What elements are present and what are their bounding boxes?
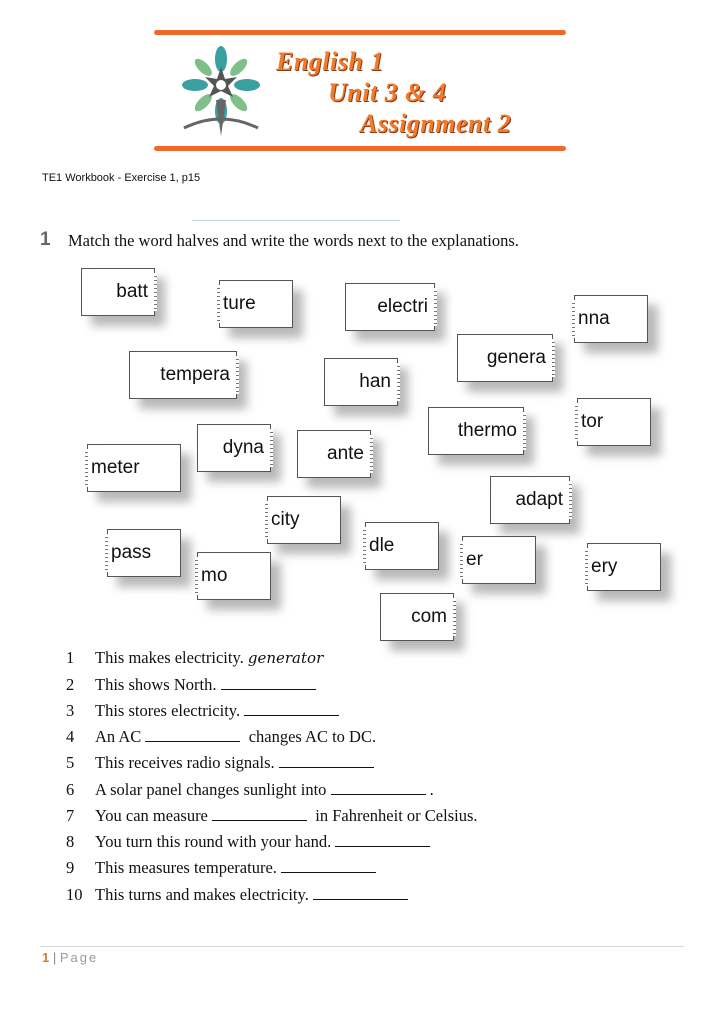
word-card-tor[interactable]: tor bbox=[577, 398, 651, 446]
footer-rule bbox=[40, 946, 684, 947]
question-text-after: in Fahrenheit or Celsius. bbox=[307, 806, 478, 825]
question-10 bbox=[66, 885, 408, 905]
question-text: You turn this round with your hand. bbox=[95, 832, 336, 851]
question-number: 7 bbox=[66, 806, 75, 825]
word-card-han[interactable]: han bbox=[324, 358, 398, 406]
answer-blank[interactable] bbox=[221, 677, 316, 690]
workbook-reference: TE1 Workbook - Exercise 1, p15 bbox=[42, 172, 201, 184]
answer-blank[interactable] bbox=[335, 834, 430, 847]
star-logo-icon bbox=[176, 40, 266, 138]
word-card-thermo[interactable]: thermo bbox=[428, 407, 524, 455]
word-card-dyna[interactable]: dyna bbox=[197, 424, 271, 472]
question-5 bbox=[66, 753, 374, 773]
question-number: 9 bbox=[66, 858, 75, 877]
question-number: 10 bbox=[66, 885, 83, 904]
exercise-number: 1 bbox=[40, 229, 51, 250]
question-text-after: changes AC to DC. bbox=[240, 727, 377, 746]
answer-blank[interactable] bbox=[212, 808, 307, 821]
word-card-adapt[interactable]: adapt bbox=[490, 476, 570, 524]
title-line-2: Unit 3 & 4 bbox=[328, 78, 447, 107]
question-text: An AC bbox=[95, 727, 146, 746]
question-number: 5 bbox=[66, 753, 75, 772]
question-3 bbox=[66, 701, 339, 721]
word-card-ture[interactable]: ture bbox=[219, 280, 293, 328]
word-card-dle[interactable]: dle bbox=[365, 522, 439, 570]
exercise-instruction: Match the word halves and write the words next to the explanations. bbox=[68, 231, 519, 250]
word-card-ery[interactable]: ery bbox=[587, 543, 661, 591]
question-number: 6 bbox=[66, 780, 75, 799]
word-card-nna[interactable]: nna bbox=[574, 295, 648, 343]
answer-blank[interactable] bbox=[145, 729, 240, 742]
page-label: Page bbox=[59, 950, 99, 965]
word-card-tempera[interactable]: tempera bbox=[129, 351, 237, 399]
header-bottom-rule bbox=[154, 146, 566, 151]
word-card-pass[interactable]: pass bbox=[107, 529, 181, 577]
title-line-1: English 1 bbox=[276, 47, 384, 76]
word-card-mo[interactable]: mo bbox=[197, 552, 271, 600]
question-8 bbox=[66, 832, 430, 852]
word-card-genera[interactable]: genera bbox=[457, 334, 553, 382]
question-text: You can measure bbox=[95, 806, 213, 825]
word-card-city[interactable]: city bbox=[267, 496, 341, 544]
page-footer bbox=[42, 950, 98, 965]
question-1 bbox=[66, 648, 323, 668]
question-text: This measures temperature. bbox=[95, 858, 282, 877]
question-number: 1 bbox=[66, 648, 75, 667]
question-number: 4 bbox=[66, 727, 75, 746]
footer-separator: | bbox=[52, 950, 57, 965]
word-card-batt[interactable]: batt bbox=[81, 268, 155, 316]
word-card-com[interactable]: com bbox=[380, 593, 454, 641]
word-card-electri[interactable]: electri bbox=[345, 283, 435, 331]
title-line-3: Assignment 2 bbox=[360, 109, 512, 138]
question-2 bbox=[66, 675, 316, 695]
question-text: This stores electricity. bbox=[95, 701, 245, 720]
divider-line bbox=[192, 220, 400, 221]
answer-blank[interactable] bbox=[281, 860, 376, 873]
question-number: 3 bbox=[66, 701, 75, 720]
answer-blank[interactable] bbox=[313, 887, 408, 900]
question-text: A solar panel changes sunlight into bbox=[95, 780, 331, 799]
question-text: This turns and makes electricity. bbox=[95, 885, 313, 904]
question-6 bbox=[66, 780, 434, 800]
header-top-rule bbox=[154, 30, 566, 35]
question-text-after: . bbox=[425, 780, 434, 799]
question-text: This makes electricity. bbox=[95, 648, 248, 667]
word-card-ante[interactable]: ante bbox=[297, 430, 371, 478]
question-number: 2 bbox=[66, 675, 75, 694]
answer-blank[interactable] bbox=[331, 782, 426, 795]
answer-blank[interactable] bbox=[244, 703, 339, 716]
answer-blank[interactable] bbox=[279, 755, 374, 768]
question-number: 8 bbox=[66, 832, 75, 851]
word-card-er[interactable]: er bbox=[462, 536, 536, 584]
question-text: This receives radio signals. bbox=[95, 753, 279, 772]
question-4 bbox=[66, 727, 376, 747]
question-text: This shows North. bbox=[95, 675, 221, 694]
answer-example: generator bbox=[247, 649, 324, 667]
question-7 bbox=[66, 806, 478, 826]
word-card-meter[interactable]: meter bbox=[87, 444, 181, 492]
page-number: 1 bbox=[42, 950, 50, 965]
question-9 bbox=[66, 858, 376, 878]
